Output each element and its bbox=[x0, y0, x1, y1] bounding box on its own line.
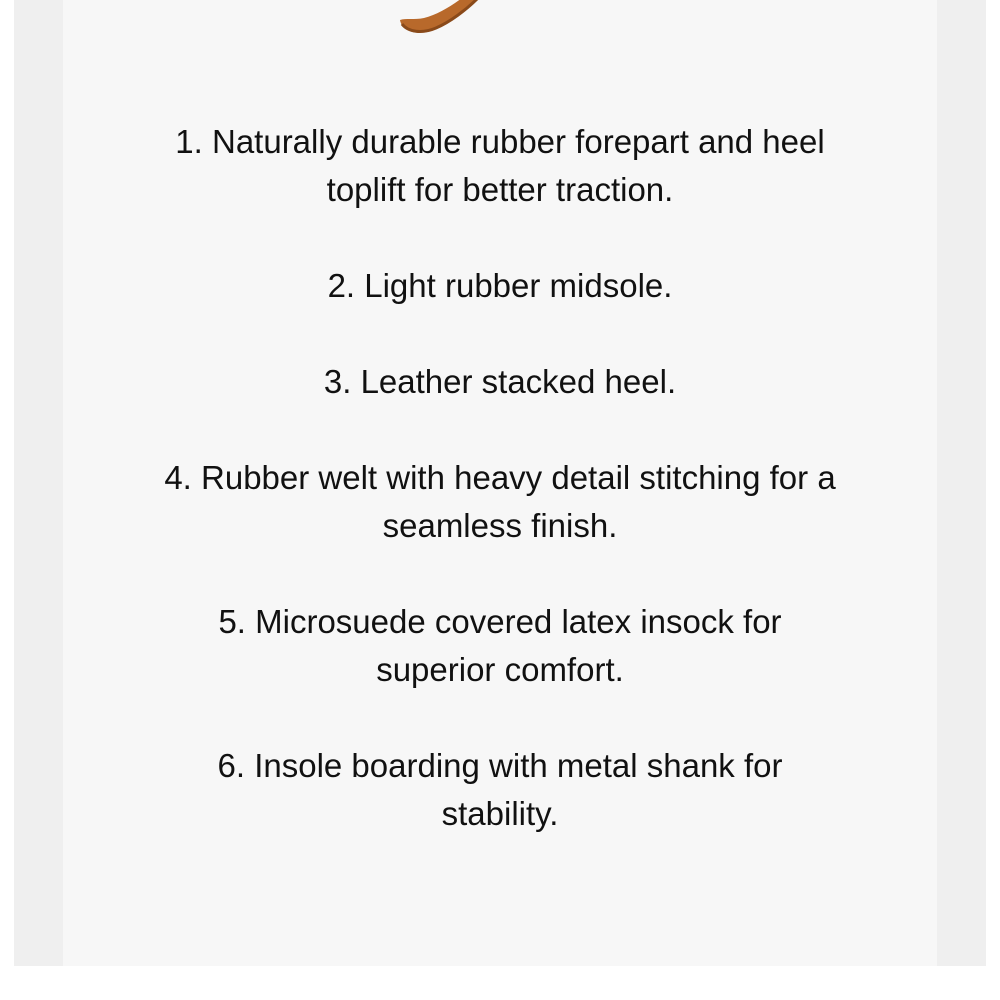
feature-item-boarding: 6. Insole boarding with metal shank for stability. bbox=[217, 747, 783, 832]
feature-list bbox=[63, 118, 937, 886]
feature-item-heel: 3. Leather stacked heel. bbox=[323, 363, 677, 400]
feature-item-welt: 4. Rubber welt with heavy detail stitching for a seamless finish. bbox=[164, 459, 836, 544]
shoe-image bbox=[388, 0, 498, 40]
feature-item-midsole: 2. Light rubber midsole. bbox=[327, 267, 673, 304]
feature-item-insock: 5. Microsuede covered latex insock for superior comfort. bbox=[218, 603, 782, 688]
feature-item-traction: 1. Naturally durable rubber forepart and heel toplift for better traction. bbox=[175, 123, 825, 208]
